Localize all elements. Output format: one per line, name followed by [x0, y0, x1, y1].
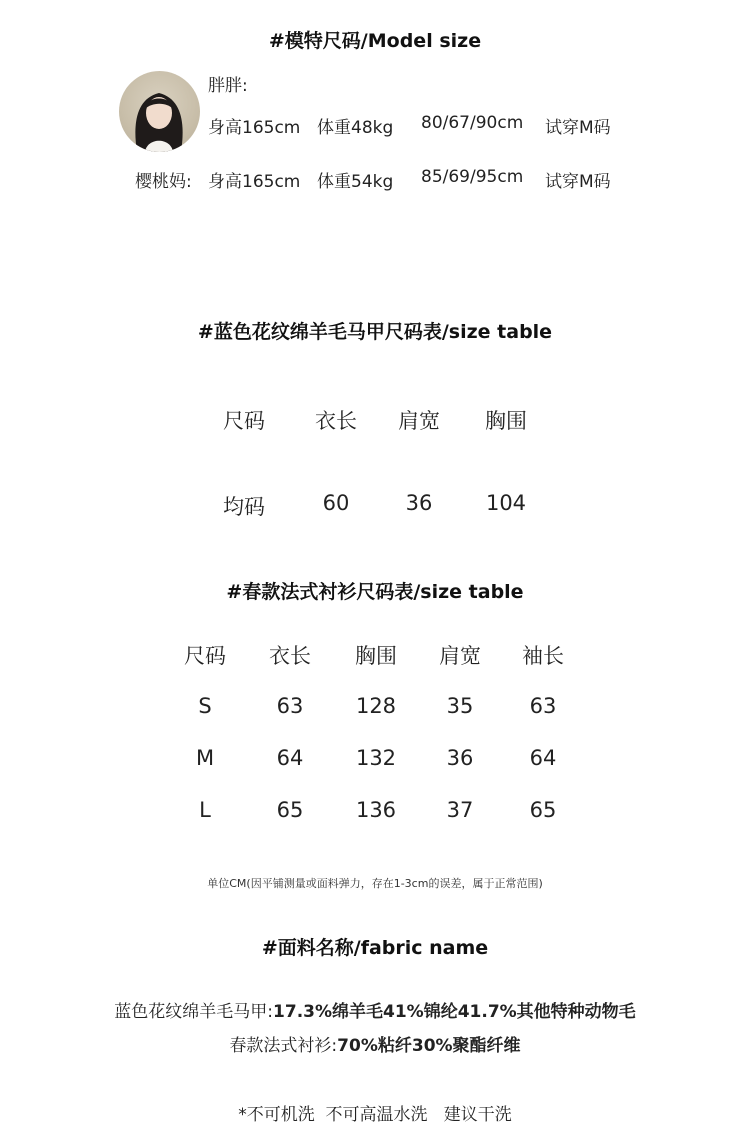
shirt-header-chest: 胸围	[355, 644, 397, 668]
shirt-row-l-size: L	[199, 798, 211, 822]
shirt-row-l-sleeve: 65	[529, 798, 557, 822]
shirt-row-s-chest: 128	[355, 694, 397, 718]
vest-header-chest: 胸围	[485, 409, 527, 433]
shirt-row-m-size: M	[195, 746, 215, 770]
model-1-height: 身高165cm	[208, 118, 301, 138]
vest-size-heading: #蓝色花纹绵羊毛马甲尺码表/size table	[197, 321, 553, 343]
model-photo-icon	[119, 71, 200, 152]
model-2-name: 樱桃妈:	[135, 172, 192, 192]
vest-cell-length: 60	[322, 491, 350, 515]
shirt-header-length: 衣长	[269, 644, 311, 668]
shirt-row-m-chest: 132	[355, 746, 397, 770]
model-2-height: 身高165cm	[208, 172, 301, 192]
model-avatar	[119, 71, 200, 152]
shirt-row-s-length: 63	[276, 694, 304, 718]
vest-cell-size: 均码	[223, 495, 265, 519]
shirt-header-size: 尺码	[184, 644, 226, 668]
shirt-row-l-chest: 136	[355, 798, 397, 822]
vest-header-length: 衣长	[315, 409, 357, 433]
fabric-shirt-label: 春款法式衬衫:	[229, 1036, 338, 1056]
shirt-row-s-sleeve: 63	[529, 694, 557, 718]
model-1-tried-size: 试穿M码	[545, 118, 611, 138]
shirt-row-m-length: 64	[276, 746, 304, 770]
care-instructions: *不可机洗 不可高温水洗 建议干洗	[238, 1105, 512, 1125]
shirt-header-shoulder: 肩宽	[439, 644, 481, 668]
model-1-name: 胖胖:	[208, 76, 248, 96]
shirt-header-sleeve: 袖长	[522, 644, 564, 668]
shirt-row-l-shoulder: 37	[446, 798, 474, 822]
shirt-row-m-sleeve: 64	[529, 746, 557, 770]
fabric-shirt-value: 70%粘纤30%聚酯纤维	[337, 1036, 521, 1056]
model-2-weight: 体重54kg	[317, 172, 394, 192]
vest-cell-chest: 104	[485, 491, 527, 515]
shirt-row-l-length: 65	[276, 798, 304, 822]
vest-cell-shoulder: 36	[405, 491, 433, 515]
fabric-vest-label: 蓝色花纹绵羊毛马甲:	[114, 1002, 274, 1022]
vest-header-size: 尺码	[223, 409, 265, 433]
fabric-line-shirt	[0, 1031, 750, 1056]
shirt-row-m-shoulder: 36	[446, 746, 474, 770]
fabric-line-vest	[0, 997, 750, 1022]
fabric-vest-value: 17.3%绵羊毛41%锦纶41.7%其他特种动物毛	[273, 1002, 636, 1022]
measurement-note: 单位CM(因平铺测量或面料弹力，存在1-3cm的误差，属于正常范围)	[207, 877, 543, 890]
shirt-size-heading: #春款法式衬衫尺码表/size table	[226, 581, 524, 603]
model-2-tried-size: 试穿M码	[545, 172, 611, 192]
model-1-weight: 体重48kg	[317, 118, 394, 138]
model-1-measurements: 80/67/90cm	[421, 113, 524, 133]
fabric-heading: #面料名称/fabric name	[261, 937, 489, 959]
shirt-row-s-size: S	[198, 694, 212, 718]
model-size-heading: #模特尺码/Model size	[268, 30, 482, 52]
shirt-row-s-shoulder: 35	[446, 694, 474, 718]
vest-header-shoulder: 肩宽	[398, 409, 440, 433]
model-2-measurements: 85/69/95cm	[421, 167, 524, 187]
